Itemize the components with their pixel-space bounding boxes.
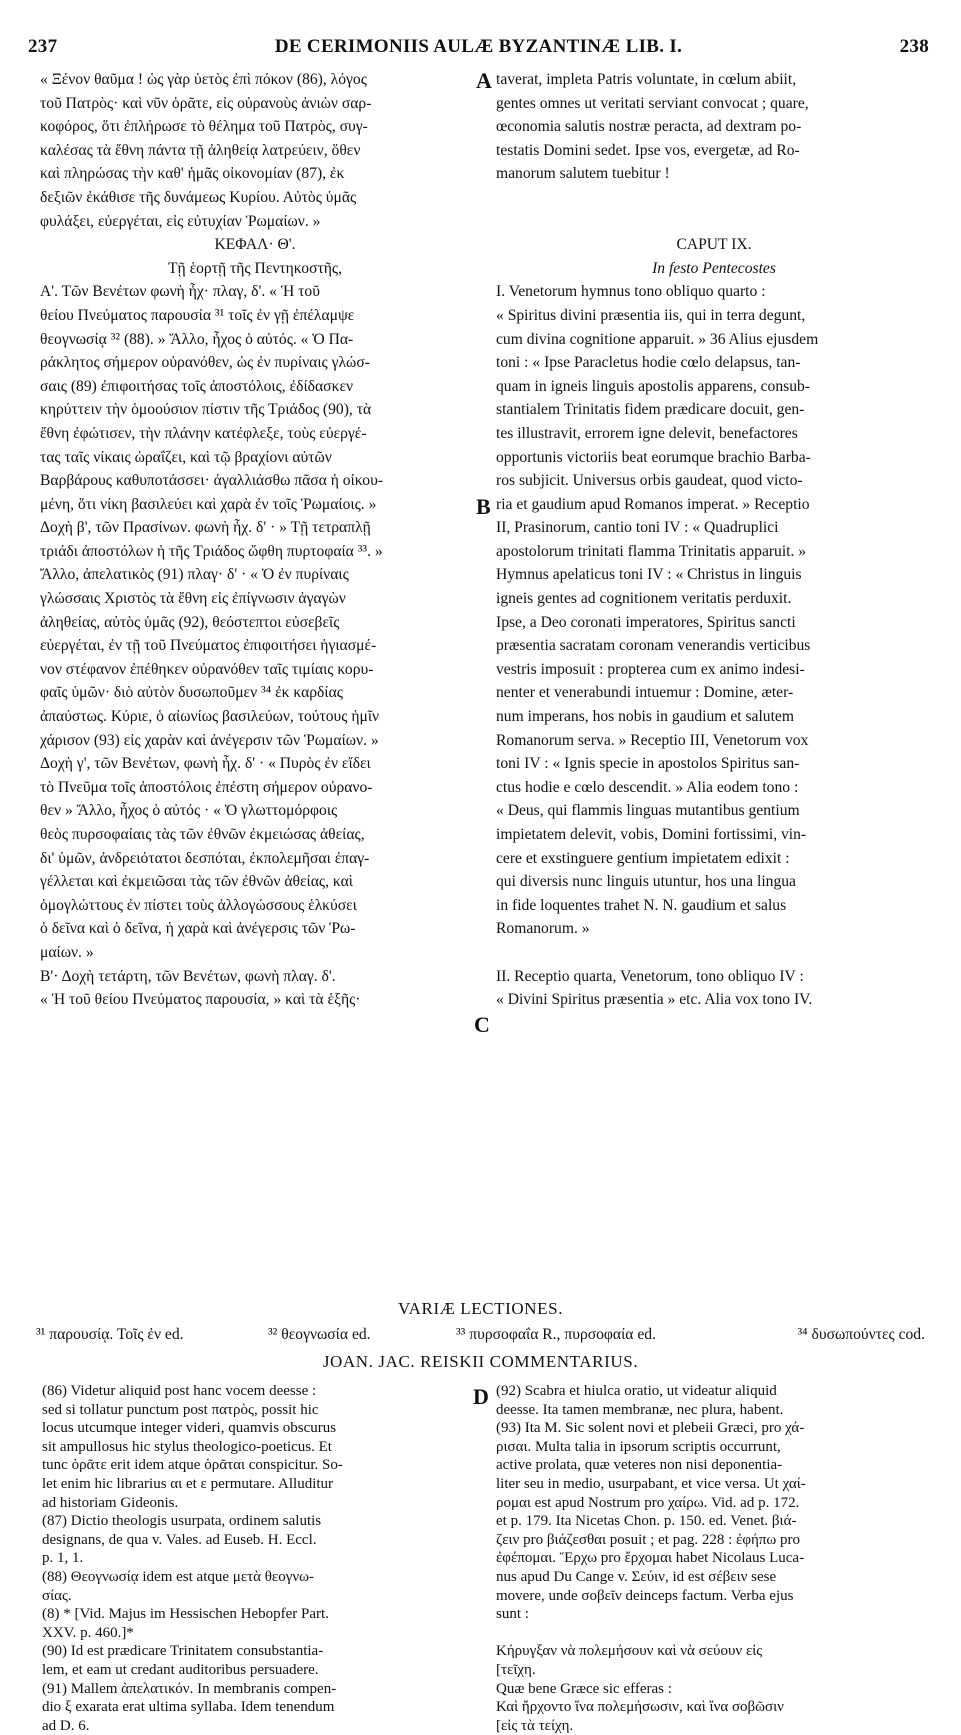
- commentary-line: let enim hic librarius αι et ε permutare. Alluditur: [42, 1475, 334, 1492]
- commentary-line: Κήρυγξαν νὰ πολεμήσουν καὶ νὰ σεύουν εἰς: [496, 1643, 763, 1660]
- greek-text-line: χάρισον (93) εἰς χαρὰν καὶ ἀνέγερσιν τῶν Ῥωμαίων. »: [40, 731, 379, 749]
- greek-text-line: Α'. Τῶν Βενέτων φωνὴ ἦχ· πλαγ, δ'. « Ἡ τοῦ: [40, 283, 320, 301]
- greek-text-line: θεν » Ἄλλο, ἦχος ὁ αὐτός · « Ὁ γλωττομόρφοις: [40, 802, 338, 820]
- greek-text-line: ἀληθείας, αὐτὸς ὑμᾶς (92), θεόστεπτοι εὐσεβεῖς: [40, 613, 340, 631]
- commentary-line: sed si tollatur punctum post πατρὸς, possit hic: [42, 1401, 319, 1418]
- latin-text-line: cere et exstinguere gentium impietatem edixit :: [496, 849, 790, 867]
- latin-text-line: [496, 941, 932, 965]
- greek-text-line: δεξιῶν ἐκάθισε τῆς δυνάμεως Κυρίου. Αὐτὸς ὑμᾶς: [40, 188, 357, 206]
- latin-text-line: ros subjicit. Universus orbis gaudeat, quod victo-: [496, 472, 803, 490]
- latin-text-line: igneis gentes ad cognitionem veritatis perduxit.: [496, 590, 792, 608]
- greek-text-line: ἔθνη ἐφώτισεν, τὴν πλάνην κατέφλεξε, τοὺς εὐεργέ-: [40, 424, 367, 442]
- commentary-line: nus apud Du Cange v. Σεύιν, id est σέβειν sese: [496, 1568, 777, 1585]
- latin-text-line: vestris imposuit : propterea cum ex animo indesi-: [496, 660, 805, 678]
- variae-lectiones-heading: VARIÆ LECTIONES.: [397, 1299, 564, 1318]
- greek-text-line: Βαρβάρους καθυποτάσσει· ἀγαλλιάσθω πᾶσα ἡ οἰκου-: [40, 472, 384, 490]
- commentary-line: Quæ bene Græce sic efferas :: [496, 1680, 672, 1697]
- greek-text-line: φυλάξει, εὐεργέται, εἰς εὐτυχίαν Ῥωμαίων. »: [40, 212, 321, 230]
- commentary-line: active prolata, quæ veteres non nisi deponentia-: [496, 1457, 783, 1474]
- latin-text-line: [496, 186, 932, 210]
- commentary-line: tunc ὁρᾶτε erit idem atque ὁρᾶται conspicitur. So-: [42, 1457, 343, 1474]
- latin-text-line: cum divina cognitione apparuit. » 36 Alius ejusdem: [496, 330, 819, 348]
- latin-text-line: In festo Pentecostes: [652, 259, 776, 277]
- latin-text-line: Hymnus apelaticus toni IV : « Christus in linguis: [496, 566, 802, 584]
- greek-text-line: τας ταῖς νίκαις ὡραΐζει, καὶ τῷ βραχίονι αὐτῶν: [40, 448, 332, 466]
- latin-text-line: II, Prasinorum, cantio toni IV : « Quadruplici: [496, 519, 779, 537]
- greek-text-line: ὁμογλώττους ἐν πίστει τοὺς ἀλλογώσσους ἑλκύσει: [40, 896, 357, 914]
- latin-text-line: œconomia salutis nostræ peracta, ad dextram po-: [496, 118, 802, 136]
- commentary-line: ζειν pro βιάζεσθαι posuit ; et pag. 228 : ἐφήπω pro: [496, 1531, 801, 1548]
- greek-text-line: θεὸς πυρσοφαίαις τὰς τῶν ἐθνῶν ἐκμειώσας ἀθείας,: [40, 826, 365, 843]
- greek-text-line: Β'· Δοχὴ τετάρτη, τῶν Βενέτων, φωνὴ πλαγ. δ'.: [40, 967, 336, 985]
- commentary-line: locus utcumque integer videri, quamvis obscurus: [42, 1420, 337, 1437]
- variant-reading: ³² θεογνωσία ed.: [268, 1326, 371, 1343]
- commentary-line: ad D. 6.: [42, 1717, 90, 1734]
- greek-text-line: εὐεργέται, ἐν τῇ τοῦ Πνεύματος ἐπιφοιτήσει ἡγιασμέ-: [40, 637, 377, 655]
- commentary-line: liter seu in medio, usurpabant, et vice versa. Ut χαί-: [496, 1475, 806, 1492]
- latin-text-column: [496, 68, 932, 1012]
- commentary-line: (86) Videtur aliquid post hanc vocem deesse :: [42, 1383, 317, 1399]
- latin-text-line: stantialem Trinitatis fidem prædicare docuit, gen-: [496, 401, 805, 419]
- latin-text-line: nenter et venerabundi intuemur : Domine, æter-: [496, 684, 794, 702]
- greek-text-line: θείου Πνεύματος παρουσία ³¹ τοῖς ἐν γῇ ἐπέλαμψε: [40, 306, 355, 324]
- latin-text-line: I. Venetorum hymnus tono obliquo quarto :: [496, 283, 766, 301]
- commentary-line: lem, et eam ut credant auditoribus persuadere.: [42, 1661, 319, 1678]
- greek-text-line: « Ξένον θαῦμα ! ὡς γὰρ ὑετὸς ἐπὶ πόκον (86), λόγος: [40, 71, 367, 88]
- greek-text-line: ἀπαύστως. Κύριε, ὁ αἰωνίως βασιλεύων, τούτους ἡμῖν: [40, 708, 380, 726]
- latin-text-line: manorum salutem tuebitur !: [496, 165, 670, 183]
- greek-text-line: νον στέφανον ἐπέθηκεν οὐρανόθεν ταῖς τιμίαις κορυ-: [40, 660, 374, 678]
- variant-reading: ³⁴ δυσωπούντες cod.: [797, 1326, 925, 1343]
- latin-text-line: opportunis victoriis beat eorumque brachio Barba-: [496, 448, 811, 466]
- commentary-line: deesse. Ita tamen membranæ, nec plura, habent.: [496, 1401, 784, 1418]
- greek-text-line: Τῇ ἑορτῇ τῆς Πεντηκοστῆς,: [167, 259, 342, 277]
- margin-letter-a: A: [476, 68, 492, 93]
- greek-text-line: Δοχὴ γ', τῶν Βενέτων, φωνὴ ἦχ. δ' · « Πυρὸς ἐν εἴδει: [40, 755, 371, 773]
- greek-text-line: Δοχὴ β', τῶν Πρασίνων. φωνὴ ἦχ. δ' · » Τῇ τετραπλῇ: [40, 519, 371, 537]
- commentary-line: ρομαι est apud Nostrum pro χαίρω. Vid. ad p. 172.: [496, 1494, 800, 1511]
- greek-text-line: γλώσσαις Χριστὸς τὰ ἔθνη εἰς ἐπίγνωσιν ἀγαγὼν: [40, 590, 346, 608]
- commentary-line: (87) Dictio theologis usurpata, ordinem salutis: [42, 1513, 322, 1530]
- greek-text-line: φαῖς ὑμῶν· διὸ αὐτὸν δυσωποῦμεν ³⁴ ἐκ καρδίας: [40, 684, 343, 702]
- greek-text-line: κοφόρος, ὅτι ἐπλήρωσε τὸ θέλημα τοῦ Πατρὸς, συγ-: [40, 118, 368, 136]
- latin-text-line: Ipse, a Deo coronati imperatores, Spiritus sancti: [496, 613, 796, 631]
- greek-text-line: ὁ δεῖνα καὶ ὁ δεῖνα, ἡ χαρὰ καὶ ἀνέγερσις τῶν Ῥω-: [40, 920, 356, 938]
- greek-text-line: σαις (89) ἐπιφοιτήσας τοῖς ἀποστόλοις, ἐδίδασκεν: [40, 377, 354, 395]
- commentary-line: (91) Mallem ἀπελατικόν. In membranis compen-: [42, 1680, 337, 1697]
- greek-text-line: μαίων. »: [40, 943, 94, 961]
- latin-text-line: toni : « Ipse Paracletus hodie cœlo delapsus, tan-: [496, 354, 801, 372]
- margin-letter-b: B: [476, 494, 491, 519]
- commentary-line: sunt :: [496, 1606, 529, 1623]
- greek-text-line: γέλλεται καὶ ἐκμειῶσαι τὰς τῶν ἐθνῶν ἀθείας, καὶ: [40, 873, 353, 891]
- latin-text-line: « Spiritus divini præsentia iis, qui in terra degunt,: [496, 306, 806, 324]
- greek-text-line: ράκλητος σήμερον οὐρανόθεν, ὡς ἐν πυρίναις γλώσ-: [40, 354, 370, 372]
- commentary-line: ρισαι. Multa talia in ipsorum scriptis occurrunt,: [496, 1438, 781, 1455]
- latin-text-line: II. Receptio quarta, Venetorum, tono obliquo IV :: [496, 967, 804, 985]
- greek-text-line: τοῦ Πατρὸς· καὶ νῦν ὁρᾶτε, εἰς οὐρανοὺς ἀνιὼν σαρ-: [40, 94, 372, 112]
- latin-text-line: ctus hodie e cœlo descendit. » Alia eodem tono :: [496, 778, 799, 796]
- latin-text-line: præsentia sacratam coronam venerandis verticibus: [496, 637, 811, 655]
- commentary-line: (92) Scabra et hiulca oratio, ut videatur aliquid: [496, 1383, 777, 1399]
- latin-text-line: toni IV : « Ignis specie in apostolos Spiritus san-: [496, 755, 800, 773]
- margin-letter-c: C: [474, 1012, 490, 1037]
- latin-text-line: qui diversis nunc linguis utuntur, hos una lingua: [496, 873, 796, 891]
- latin-text-line: taverat, impleta Patris voluntate, in cœlum abiit,: [496, 71, 797, 88]
- commentary-left-column: [42, 1382, 462, 1735]
- commentary-line: [496, 1624, 926, 1643]
- greek-text-line: ΚΕΦΑΛ· Θ'.: [214, 236, 296, 254]
- greek-text-line: τὸ Πνεῦμα τοῖς ἀποστόλοις ἐπέστη σήμερον οὐρανο-: [40, 778, 373, 796]
- latin-text-line: quam in igneis linguis apostolis apparens, consub-: [496, 377, 810, 395]
- greek-text-line: μένη, ὅτι νίκη βασιλεύει καὶ χαρὰ ἐν τοῖς Ῥωμαίοις. »: [40, 495, 377, 513]
- commentary-line: designans, de qua v. Vales. ad Euseb. H. Eccl.: [42, 1531, 317, 1548]
- latin-text-line: tes illustravit, errorem igne delevit, benefactores: [496, 424, 798, 442]
- latin-text-line: Romanorum serva. » Receptio III, Venetorum vox: [496, 731, 809, 749]
- latin-text-line: « Divini Spiritus præsentia » etc. Alia vox tono IV.: [496, 991, 813, 1009]
- commentary-line: sit ampullosus hic stylus theologico-poeticus. Et: [42, 1438, 332, 1455]
- commentary-line: ἐφέπομαι. Ἔρχω pro ἔρχομαι habet Nicolaus Luca-: [496, 1550, 805, 1567]
- commentary-line: (8) * [Vid. Majus im Hessischen Hebopfer Part.: [42, 1606, 329, 1623]
- latin-text-line: gentes omnes ut veritati serviant convocat ; quare,: [496, 94, 809, 112]
- commentary-line: (90) Id est prædicare Trinitatem consubstantia-: [42, 1643, 324, 1660]
- page-number-right: 238: [899, 36, 929, 57]
- latin-text-line: apostolorum trinitati flamma Trinitatis apparuit. »: [496, 542, 807, 560]
- greek-text-line: καλέσας τὰ ἔθνη πάντα τῇ ἀληθείᾳ λατρεύειν, ὅθεν: [40, 141, 361, 159]
- variant-reading: ³³ πυρσοφαΐα R., πυρσοφαία ed.: [456, 1326, 656, 1343]
- commentary-line: [τεῖχη.: [496, 1661, 536, 1678]
- latin-text-line: [496, 210, 932, 234]
- running-title: DE CERIMONIIS AULÆ BYZANTINÆ LIB. I.: [274, 36, 683, 57]
- latin-text-line: ria et gaudium apud Romanos imperat. » Receptio: [496, 495, 810, 513]
- latin-text-line: Romanorum. »: [496, 920, 590, 938]
- greek-text-line: « Ἡ τοῦ θείου Πνεύματος παρουσία, » καὶ τὰ ἑξῆς·: [40, 991, 361, 1009]
- greek-text-line: δι' ὑμῶν, ἀνδρειότατοι δεσπόται, ἐκπολεμῆσαι ἐπαγ-: [40, 849, 370, 867]
- commentary-line: movere, unde σοβεῖν deinceps factum. Verba ejus: [496, 1587, 794, 1604]
- latin-text-line: testatis Domini sedet. Ipse vos, evergetæ, ad Ro-: [496, 141, 800, 159]
- latin-text-line: impietatem delevit, vobis, Domini fortissimi, vin-: [496, 826, 807, 843]
- greek-text-line: καὶ πληρώσας τὴν καθ' ἡμᾶς οἰκονομίαν (87), ἐκ: [40, 165, 345, 183]
- commentary-line: [εἰς τὰ τείχη.: [496, 1717, 574, 1734]
- latin-text-line: CAPUT IX.: [676, 236, 752, 254]
- greek-text-line: Ἄλλο, ἀπελατικὸς (91) πλαγ· δ' · « Ὁ ἐν πυρίναις: [40, 566, 349, 584]
- commentary-line: (93) Ita M. Sic solent novi et plebeii Græci, pro χά-: [496, 1420, 805, 1437]
- greek-text-line: τριάδι ἀποστόλων ἡ τῆς Τριάδος ὤφθη πυρτοφαία ³³. »: [40, 542, 383, 560]
- commentary-right-column: [496, 1382, 926, 1735]
- commentary-line: et p. 179. Ita Nicetas Chon. p. 150. ed. Venet. βιά-: [496, 1513, 797, 1530]
- commentary-line: Καὶ ἤρχοντο ἵνα πολεμήσωσιν, καὶ ἵνα σοβῶσιν: [496, 1699, 784, 1716]
- commentary-line: XXV. p. 460.]*: [42, 1624, 134, 1641]
- margin-letter-d: D: [473, 1384, 489, 1409]
- commentary-line: p. 1, 1.: [42, 1550, 84, 1567]
- greek-text-line: κηρύττειν τὴν ὁμοούσιον πίστιν τῆς Τριάδος (90), τὰ: [40, 401, 372, 419]
- variant-reading: ³¹ παρουσίᾳ. Τοῖς ἐν ed.: [36, 1326, 184, 1343]
- commentary-line: (88) Θεογνωσίᾳ idem est atque μετὰ θεογνω-: [42, 1568, 315, 1585]
- greek-text-line: θεογνωσίᾳ ³² (88). » Ἄλλο, ἦχος ὁ αὐτός. « Ὁ Πα-: [40, 330, 354, 348]
- latin-text-line: in fide loquentes trahet N. N. gaudium et salus: [496, 896, 787, 914]
- running-head: [28, 36, 929, 64]
- latin-text-line: « Deus, qui flammis linguas mutantibus gentium: [496, 802, 800, 820]
- commentary-line: dio ξ exarata erat ultima syllaba. Idem tenendum: [42, 1699, 335, 1716]
- page-number-left: 237: [28, 36, 58, 57]
- commentary-heading: JOAN. JAC. REISKII COMMENTARIUS.: [322, 1352, 639, 1371]
- commentary-line: σίας.: [42, 1587, 72, 1604]
- commentary-line: ad historiam Gideonis.: [42, 1494, 179, 1511]
- latin-text-line: num imperans, hos nobis in gaudium et salutem: [496, 708, 794, 726]
- greek-text-column: [40, 68, 470, 1012]
